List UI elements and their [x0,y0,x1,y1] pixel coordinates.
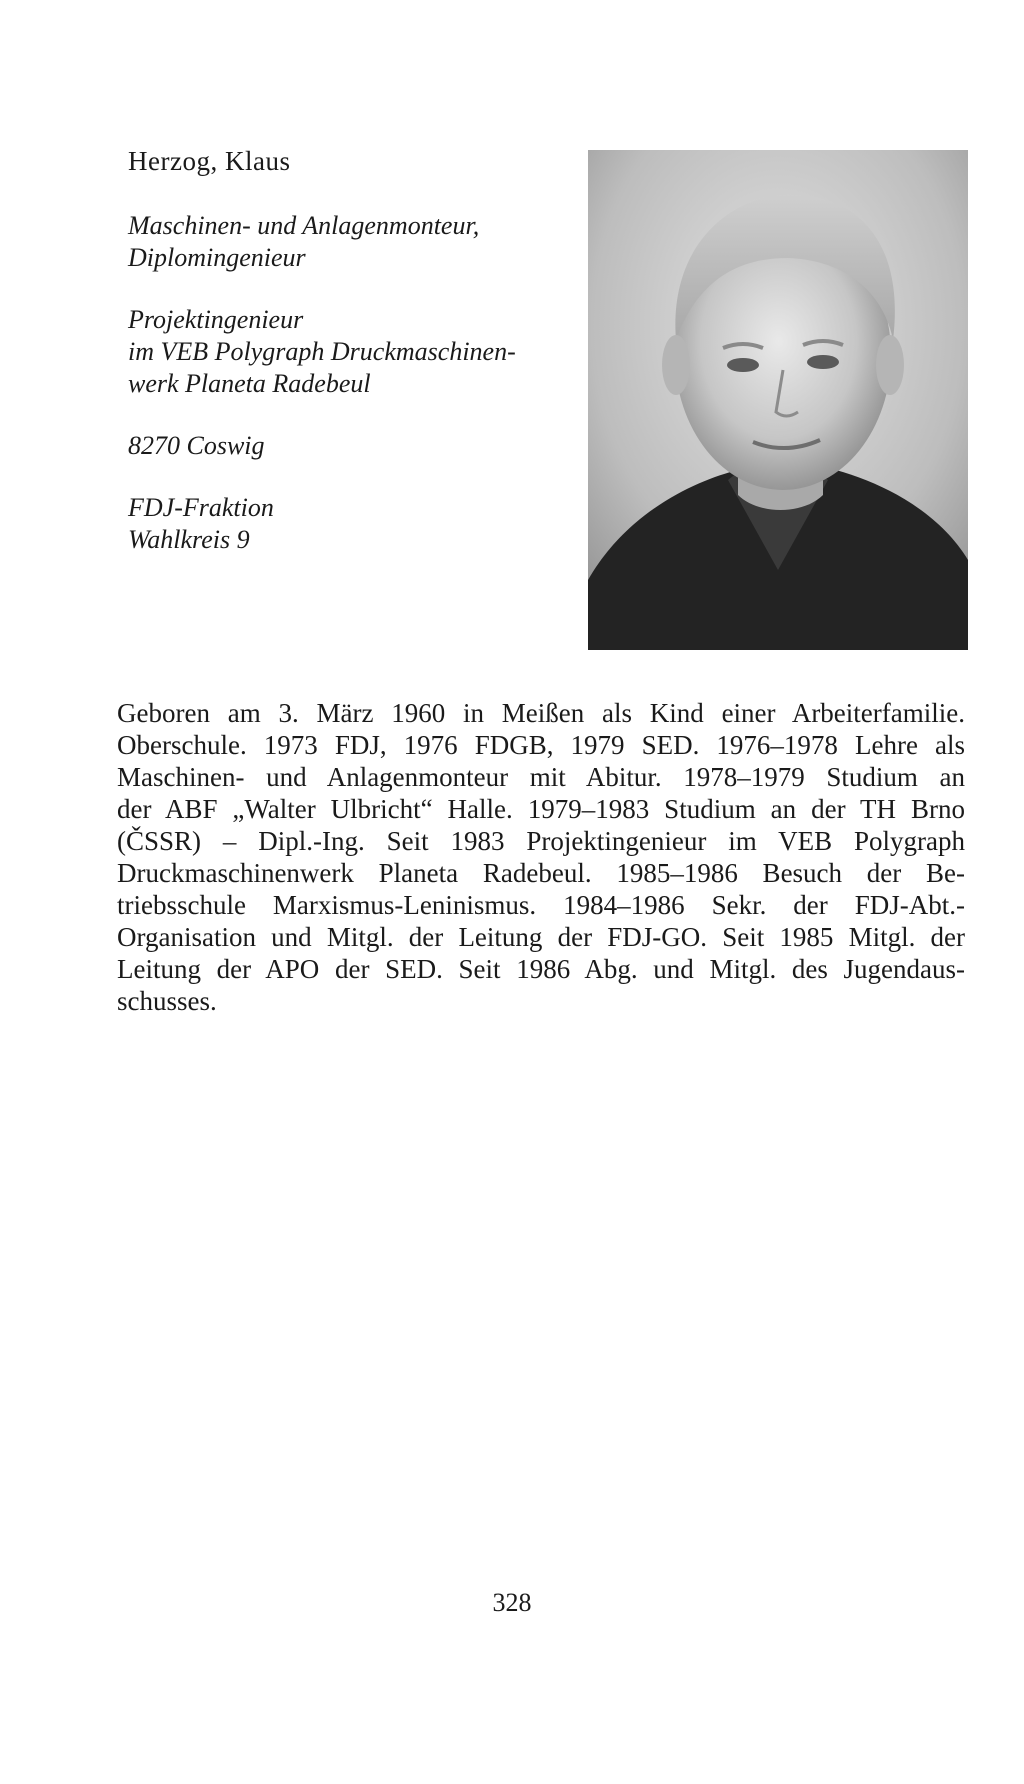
biography-line: (ČSSR) – Dipl.-Ing. Seit 1983 Projektingenieur im VEB Polygraph [117,826,965,856]
biography-line: Organisation und Mitgl. der Leitung der FDJ-GO. Seit 1985 Mitgl. der [117,922,965,952]
profession-line: Diplomingenieur [128,243,306,272]
person-details [128,210,568,586]
biography-line: Geboren am 3. März 1960 in Meißen als Kind einer Arbeiterfamilie. [117,698,965,728]
profession-line: Maschinen- und Anlagenmonteur, [128,211,480,240]
faction-block [128,492,568,556]
biography-text [117,697,965,1017]
biography-line: Druckmaschinenwerk Planeta Radebeul. 1985–1986 Besuch der Be- [117,858,965,888]
biography-line: Leitung der APO der SED. Seit 1986 Abg. und Mitgl. des Jugendaus- [117,954,965,984]
position-line: werk Planeta Radebeul [128,369,371,398]
biography-line: triebsschule Marxismus-Leninismus. 1984–1986 Sekr. der FDJ-Abt.- [117,890,965,920]
faction-line: FDJ-Fraktion [128,493,274,522]
page-number: 328 [492,1588,532,1617]
position-line: Projektingenieur [128,305,304,334]
profession-block [128,210,568,274]
position-line: im VEB Polygraph Druckmaschinen- [128,337,516,366]
position-block [128,304,568,400]
biography-line: Maschinen- und Anlagenmonteur mit Abitur. 1978–1979 Studium an [117,762,965,792]
biography-line: der ABF „Walter Ulbricht“ Halle. 1979–1983 Studium an der TH Brno [117,794,965,824]
person-name: Herzog, Klaus [128,146,291,176]
location-block [128,430,568,462]
location-line: 8270 Coswig [128,431,265,460]
biography-line: Oberschule. 1973 FDJ, 1976 FDGB, 1979 SED. 1976–1978 Lehre als [117,730,965,760]
portrait-photo [588,150,968,650]
faction-line: Wahlkreis 9 [128,525,250,554]
portrait-image [588,150,968,650]
biography-line: schusses. [117,986,217,1016]
